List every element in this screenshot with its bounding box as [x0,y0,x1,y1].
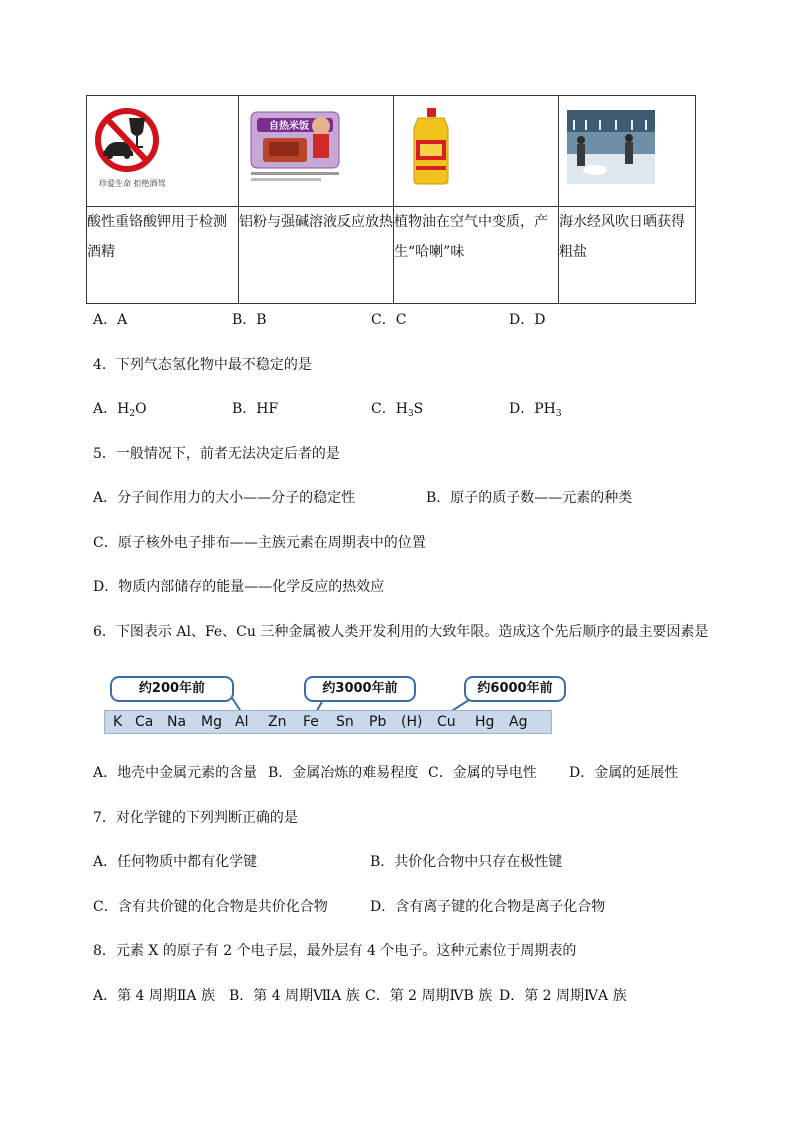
q8-option-a[interactable]: A．第 4 周期ⅡA 族 [93,988,215,1004]
metal-ca: Ca [135,714,154,730]
q8-option-b[interactable]: B．第 4 周期ⅦA 族 [229,988,360,1004]
q3-cell-text-a: 酸性重铬酸钾用于检测酒精 [87,207,239,304]
q5-stem: 5．一般情况下，前者无法决定后者的是 [93,446,340,462]
q6-option-d[interactable]: D．金属的延展性 [569,765,679,781]
q3-table [86,95,696,304]
q6-option-c[interactable]: C．金属的导电性 [428,765,537,781]
q4-option-d-sub: 3 [555,409,562,419]
q5-option-b[interactable]: B．原子的质子数——元素的种类 [426,490,633,506]
metal-k: K [113,714,123,730]
image-caption-a: 珍爱生命 拒绝酒驾 [99,179,166,188]
q4-option-c[interactable] [371,398,423,419]
metal-fe: Fe [303,714,319,730]
q6-stem: 6．下图表示 Al、Fe、Cu 三种金属被人类开发利用的大致年限。造成这个先后顺序的最主要因素是 [93,624,709,640]
q5-option-c[interactable]: C．原子核外电子排布——主族元素在周期表中的位置 [93,535,426,551]
q3-image-cell-a [87,96,239,207]
metal-activity-figure [104,676,552,736]
q4-option-c-rest: S [413,401,424,417]
q4-option-a-rest: O [135,401,147,417]
q7-option-d[interactable]: D．含有离子键的化合物是离子化合物 [370,899,606,915]
salt-field-photo-icon [559,96,694,202]
q3-image-cell-d [559,96,696,207]
q4-option-d[interactable] [509,398,562,419]
metal-zn: Zn [268,714,287,730]
metal-hg: Hg [475,714,495,730]
q4-option-a[interactable] [93,398,147,419]
q3-option-c[interactable]: C．C [371,312,407,328]
metal-ag: Ag [509,714,528,730]
q7-stem: 7．对化学键的下列判断正确的是 [93,810,298,826]
q4-option-d-formula: PH [534,401,556,417]
q8-option-d[interactable]: D．第 2 周期ⅣA 族 [499,988,627,1004]
q4-option-a-formula: H [117,401,130,417]
q6-option-b[interactable]: B．金属冶炼的难易程度 [268,765,419,781]
metal-pb: Pb [369,714,387,730]
q3-cell-text-d: 海水经风吹日晒获得粗盐 [559,207,696,304]
q3-cell-text-b: 铝粉与强碱溶液反应放热 [239,207,394,304]
q8-stem: 8．元素 X 的原子有 2 个电子层，最外层有 4 个电子。这种元素位于周期表的 [93,943,577,959]
q8-option-c[interactable]: C．第 2 周期ⅣB 族 [365,988,493,1004]
metal-na: Na [167,714,187,730]
q5-option-a[interactable]: A．分子间作用力的大小——分子的稳定性 [93,490,356,506]
q4-option-b-formula: HF [256,401,279,417]
q4-option-d-letter: D． [509,401,535,417]
badge-200-years: 约200年前 [110,676,234,702]
q3-image-cell-b [239,96,394,207]
q7-option-b[interactable]: B．共价化合物中只存在极性键 [370,854,563,870]
q6-option-a[interactable]: A．地壳中金属元素的含量 [93,765,258,781]
metal-mg: Mg [201,714,222,730]
q3-image-cell-c [394,96,559,207]
metal-h: (H) [401,714,423,730]
no-drink-driving-icon [87,96,237,202]
q4-stem: 4．下列气态氢化物中最不稳定的是 [93,357,312,373]
metal-sn: Sn [336,714,354,730]
q4-option-a-letter: A． [93,401,118,417]
q4-option-a-sub: 2 [129,409,136,419]
q7-option-a[interactable]: A．任何物质中都有化学键 [93,854,258,870]
metal-al: Al [235,714,249,730]
badge-3000-years: 约3000年前 [304,676,416,702]
q4-option-b-letter: B． [232,401,257,417]
self-heating-rice-package-icon [239,96,392,202]
q3-option-d[interactable]: D．D [509,312,546,328]
badge-6000-years: 约6000年前 [464,676,566,702]
vegetable-oil-bottle-icon [394,96,557,202]
q4-option-c-sub: 3 [407,409,414,419]
q3-cell-text-c: 植物油在空气中变质，产生“哈喇”味 [394,207,559,304]
q3-option-b[interactable]: B．B [232,312,267,328]
q3-option-a[interactable]: A．A [93,312,128,328]
image-caption-b: 自热米饭 [269,121,309,132]
activity-series-bar [104,710,552,734]
q4-option-c-letter: C． [371,401,396,417]
q4-option-b[interactable] [232,398,278,418]
q4-option-c-formula: H [395,401,408,417]
q5-option-d[interactable]: D．物质内部储存的能量——化学反应的热效应 [93,579,385,595]
metal-cu: Cu [437,714,456,730]
q7-option-c[interactable]: C．含有共价键的化合物是共价化合物 [93,899,328,915]
